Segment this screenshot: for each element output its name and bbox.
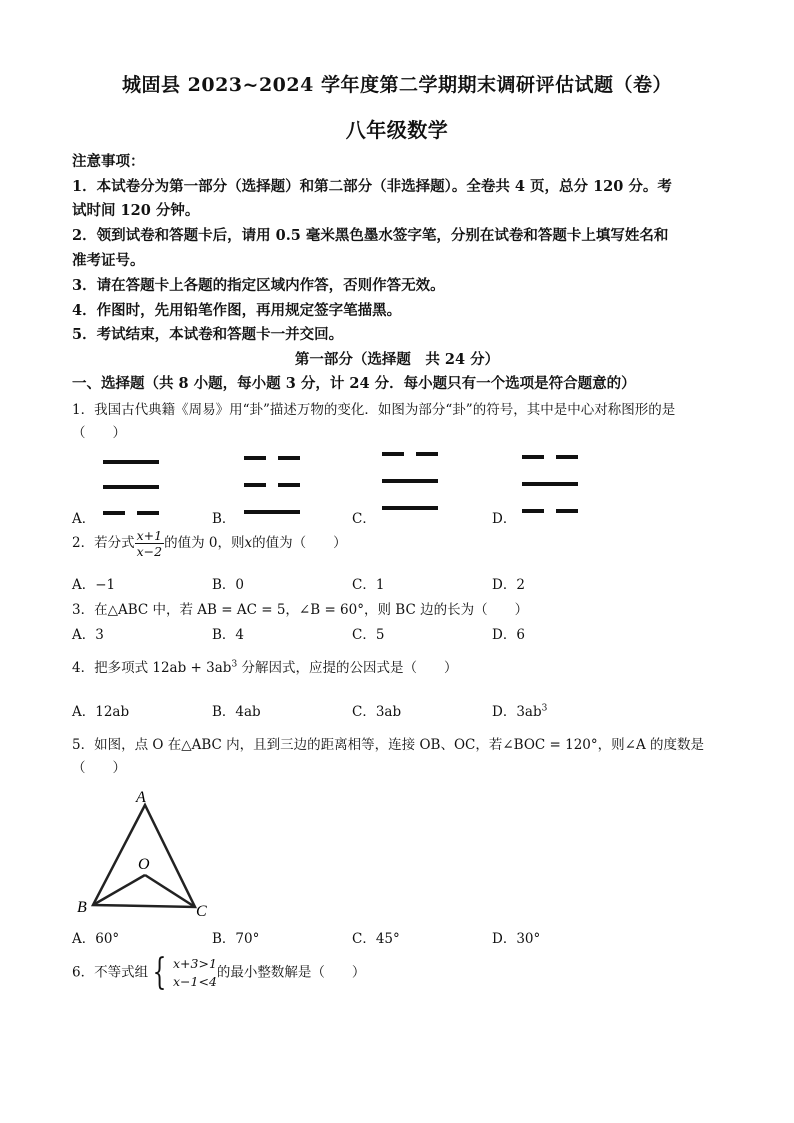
- q5-option-c: C．45°: [352, 931, 400, 947]
- q4-text: [72, 656, 457, 676]
- q2-var: x: [244, 535, 253, 551]
- solid-line: [382, 479, 438, 483]
- q2-option-b: B．0: [212, 577, 245, 593]
- q6-row2: x−1<4: [173, 974, 217, 989]
- broken-line: [522, 509, 544, 513]
- broken-line: [382, 452, 404, 456]
- q1-option-a: A．: [72, 511, 96, 527]
- q4-option-c: C．3ab: [352, 704, 402, 720]
- solid-line: [103, 460, 159, 464]
- broken-line: [556, 455, 578, 459]
- q1-text: 1．我国古代典籍《周易》用“卦”描述万物的变化．如图为部分“卦”的符号，其中是中心对称图形的是: [72, 402, 676, 418]
- label-b: B: [77, 899, 87, 916]
- q4-pre: 4．把多项式 12ab + 3ab: [72, 660, 232, 676]
- q4-exponent: 3: [231, 659, 238, 670]
- exam-title: 城固县 2023~2024 学年度第二学期期末调研评估试题（卷）: [122, 74, 672, 96]
- q6-pre: 6．不等式组: [72, 964, 149, 981]
- label-a: A: [136, 789, 146, 806]
- solid-line: [244, 510, 300, 514]
- q2-numerator: x+1: [136, 528, 163, 543]
- q5-text: 5．如图，点 O 在△ABC 内，且到三边的距离相等，连接 OB、OC，若∠BOC = 120°，则∠A 的度数是: [72, 737, 704, 753]
- q3-option-c: C．5: [352, 627, 385, 643]
- note-2a: 2．领到试卷和答题卡后，请用 0.5 毫米黑色墨水签字笔，分别在试卷和答题卡上填写姓名和: [72, 227, 669, 244]
- broken-line: [137, 511, 159, 515]
- note-1a: 1．本试卷分为第一部分（选择题）和第二部分（非选择题）。全卷共 4 页，总分 120 分。考: [72, 178, 672, 195]
- q2-option-d: D．2: [492, 577, 525, 593]
- q6-post: 的最小整数解是（ ）: [216, 964, 366, 981]
- q3-option-b: B．4: [212, 627, 245, 643]
- broken-line: [556, 509, 578, 513]
- q5-paren: （ ）: [72, 760, 126, 776]
- q5-option-a: A．60°: [72, 931, 120, 947]
- q2-pre: 2．若分式: [72, 535, 135, 551]
- q4-post: 分解因式，应提的公因式是（ ）: [237, 660, 458, 676]
- note-1b: 试时间 120 分钟。: [72, 202, 200, 219]
- q5-triangle-figure: [70, 785, 220, 925]
- q6-text: [72, 952, 366, 993]
- solid-line: [382, 506, 438, 510]
- q2-denominator: x−2: [136, 544, 163, 559]
- q4-option-b: B．4ab: [212, 704, 261, 720]
- q4-option-a: A．12ab: [72, 704, 130, 720]
- broken-line: [103, 511, 125, 515]
- q2-mid: 的值为 0，则: [164, 535, 245, 551]
- broken-line: [244, 483, 266, 487]
- q4-option-d: [492, 700, 547, 720]
- note-2b: 准考证号。: [72, 252, 145, 269]
- q3-option-a: A．3: [72, 627, 104, 643]
- broken-line: [278, 456, 300, 460]
- note-5: 5．考试结束，本试卷和答题卡一并交回。: [72, 326, 344, 343]
- q2-option-c: C．1: [352, 577, 385, 593]
- section-heading: 一、选择题（共 8 小题，每小题 3 分，计 24 分．每小题只有一个选项是符合题意的）: [72, 375, 636, 392]
- left-brace: {: [152, 952, 167, 993]
- q1-option-d: D．: [492, 511, 517, 527]
- solid-line: [103, 485, 159, 489]
- q5-option-d: D．30°: [492, 931, 541, 947]
- note-3: 3．请在答题卡上各题的指定区域内作答，否则作答无效。: [72, 277, 445, 294]
- q2-text: [72, 528, 347, 559]
- broken-line: [278, 483, 300, 487]
- q3-option-d: D．6: [492, 627, 525, 643]
- q2-fraction: [135, 528, 164, 559]
- broken-line: [522, 455, 544, 459]
- broken-line: [416, 452, 438, 456]
- q3-text: 3．在△ABC 中，若 AB = AC = 5，∠B = 60°，则 BC 边的长为（ ）: [72, 602, 529, 618]
- exam-subtitle: 八年级数学: [345, 118, 449, 142]
- notes-heading: 注意事项：: [72, 153, 145, 170]
- q1-paren: （ ）: [72, 425, 126, 441]
- q4-option-d-exponent: 3: [541, 703, 548, 714]
- q1-option-c: C．: [352, 511, 376, 527]
- broken-line: [244, 456, 266, 460]
- q1-option-b: B．: [212, 511, 236, 527]
- q2-post: 的值为（ ）: [252, 535, 347, 551]
- part1-heading: 第一部分（选择题 共 24 分）: [294, 351, 500, 368]
- q4-option-d-text: D．3ab: [492, 704, 542, 720]
- label-o: O: [138, 856, 150, 873]
- note-4: 4．作图时，先用铅笔作图，再用规定签字笔描黑。: [72, 302, 402, 319]
- q2-option-a: A．−1: [72, 577, 116, 593]
- solid-line: [522, 482, 578, 486]
- q5-option-b: B．70°: [212, 931, 260, 947]
- q6-row1: x+3>1: [173, 956, 217, 971]
- label-c: C: [196, 903, 207, 920]
- q6-system: [148, 952, 217, 993]
